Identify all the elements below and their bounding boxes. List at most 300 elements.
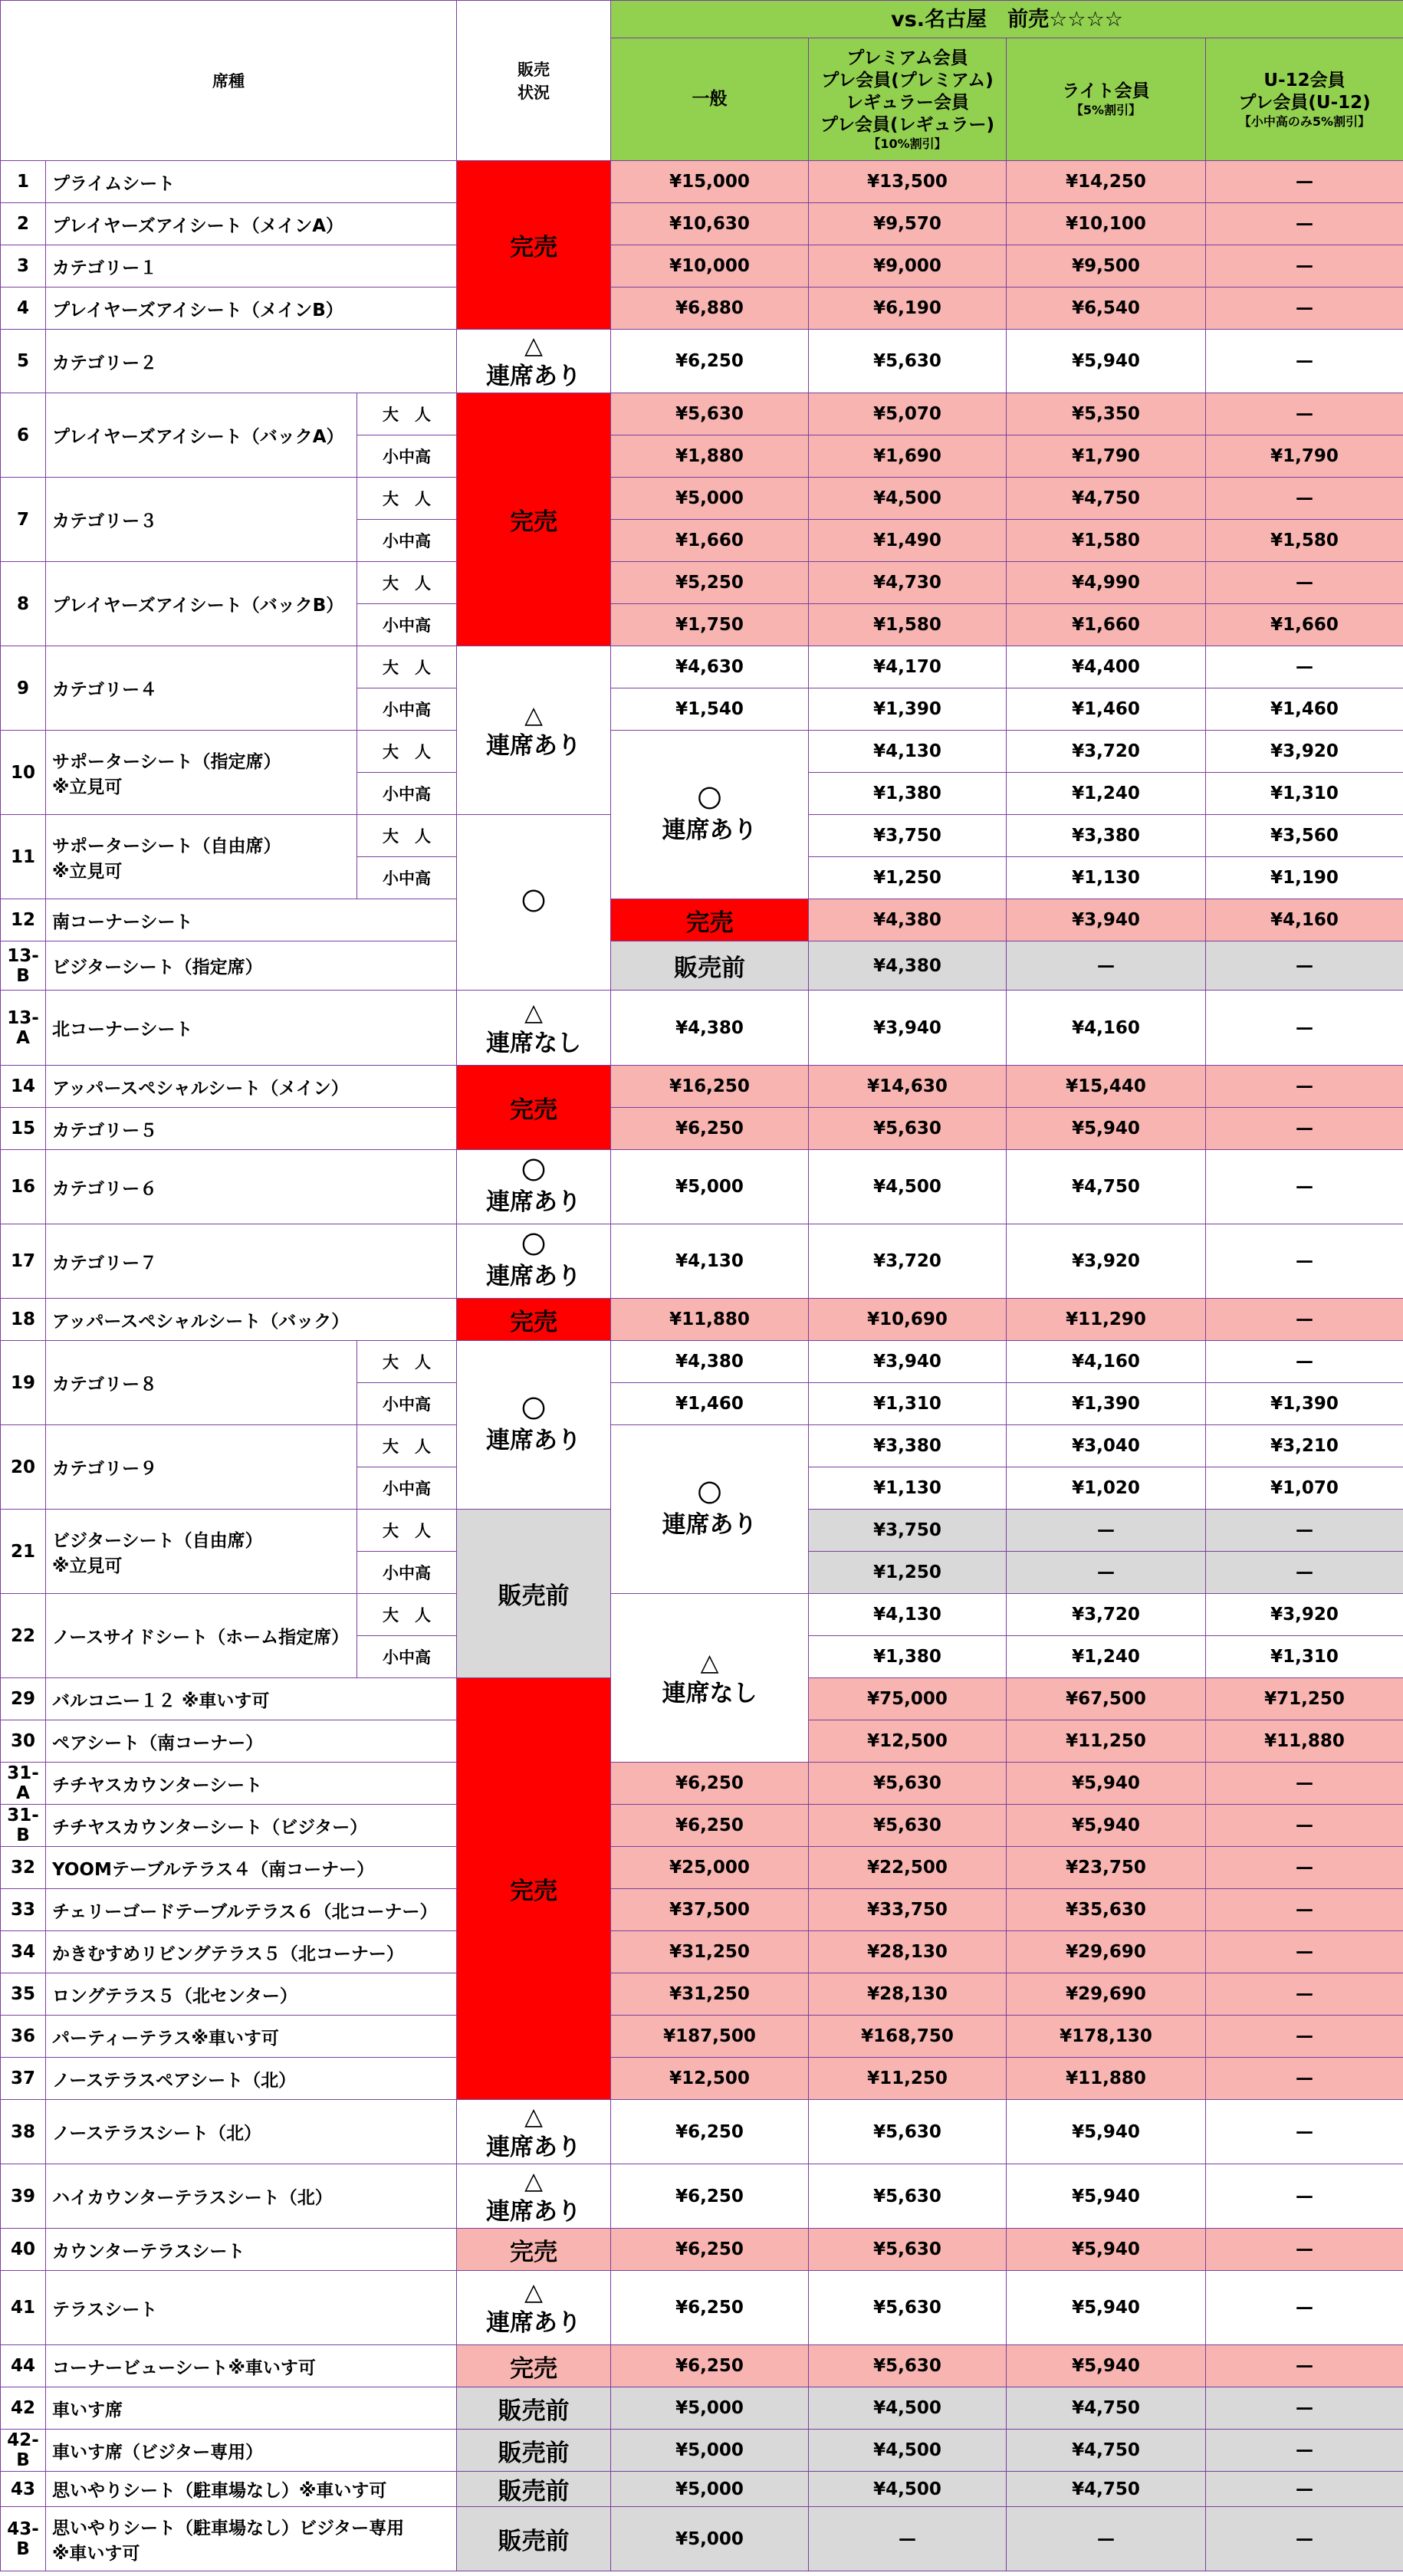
seat-name-text: カテゴリー２ — [52, 353, 158, 373]
price-cell: ¥14,250 — [1007, 161, 1206, 203]
price-cell: ¥4,730 — [809, 562, 1007, 604]
seat-note: ※車いす可 — [52, 2543, 140, 2564]
adult-label: 大 人 — [357, 815, 457, 857]
price-cell: ¥71,250 — [1206, 1678, 1403, 1720]
table-row — [1, 1108, 1403, 1150]
price-cell: ¥29,690 — [1007, 1973, 1206, 2016]
price-cell: ¥1,540 — [611, 688, 809, 731]
row-number: 30 — [1, 1720, 46, 1763]
table-row — [1, 941, 1403, 991]
price-cell: ¥5,940 — [1007, 2164, 1206, 2229]
price-cell: — — [1206, 2058, 1403, 2100]
price-cell: ¥5,940 — [1007, 2345, 1206, 2387]
price-cell: ¥4,500 — [809, 1150, 1007, 1224]
sale-status: 完売 — [457, 2229, 611, 2271]
seat-name — [46, 1594, 357, 1678]
price-cell: ¥5,940 — [1007, 2100, 1206, 2164]
table-row — [1, 203, 1403, 245]
seat-name — [46, 2345, 457, 2387]
table-row — [1, 2507, 1403, 2571]
price-cell: — — [809, 2507, 1007, 2571]
price-cell: ¥31,250 — [611, 1973, 809, 2016]
price-cell: ¥1,310 — [809, 1383, 1007, 1425]
price-cell: ¥1,460 — [611, 1383, 809, 1425]
row-number: 2 — [1, 203, 46, 245]
sale-status: 〇 連席あり — [457, 1224, 611, 1299]
price-cell: ¥10,690 — [809, 1299, 1007, 1341]
seat-name — [46, 991, 457, 1066]
row-number: 16 — [1, 1150, 46, 1224]
price-cell: ¥5,250 — [611, 562, 809, 604]
price-cell: ¥10,630 — [611, 203, 809, 245]
row-number: 8 — [1, 562, 46, 646]
price-cell: ¥1,130 — [1007, 857, 1206, 899]
price-cell: ¥13,500 — [809, 161, 1007, 203]
seat-name-text: カテゴリー３ — [52, 511, 158, 531]
price-cell: ¥5,000 — [611, 2472, 809, 2507]
row-number: 21 — [1, 1510, 46, 1594]
seat-name — [46, 1224, 457, 1299]
price-cell: ¥1,660 — [611, 520, 809, 562]
seat-name — [46, 161, 457, 203]
sale-status: 完売 — [457, 2345, 611, 2387]
price-cell: ¥1,240 — [1007, 1636, 1206, 1678]
adult-label: 大 人 — [357, 478, 457, 520]
sale-status: 販売前 — [457, 2387, 611, 2430]
table-row — [1, 1299, 1403, 1341]
price-cell: ¥5,940 — [1007, 2271, 1206, 2345]
price-cell: — — [1206, 288, 1403, 330]
seat-name-text: 北コーナーシート — [52, 1020, 193, 1040]
sale-status: 販売前 — [457, 2507, 611, 2571]
price-cell: ¥1,380 — [809, 1636, 1007, 1678]
price-cell: ¥5,630 — [809, 2100, 1007, 2164]
seat-name-text: 車いす席（ビジター専用） — [52, 2442, 264, 2463]
seat-note: ※立見可 — [52, 861, 123, 882]
price-cell: ¥5,630 — [809, 330, 1007, 393]
price-cell: ¥6,250 — [611, 1763, 809, 1805]
adult-label: 大 人 — [357, 1341, 457, 1383]
price-cell: ¥3,380 — [809, 1425, 1007, 1467]
price-cell: ¥187,500 — [611, 2016, 809, 2058]
seat-name — [46, 478, 357, 562]
price-cell: ¥25,000 — [611, 1847, 809, 1889]
child-label: 小中高 — [357, 435, 457, 478]
price-cell: ¥6,250 — [611, 2100, 809, 2164]
row-number: 3 — [1, 245, 46, 288]
price-cell: ¥11,880 — [1007, 2058, 1206, 2100]
table-row — [1, 2271, 1403, 2345]
sale-status: △ 連席なし — [457, 991, 611, 1066]
adult-label: 大 人 — [357, 393, 457, 435]
sale-status: 完売 — [457, 1066, 611, 1150]
price-cell: ¥1,380 — [809, 773, 1007, 815]
table-row — [1, 1931, 1403, 1973]
seat-name — [46, 203, 457, 245]
child-label: 小中高 — [357, 1636, 457, 1678]
price-cell: — — [1206, 2387, 1403, 2430]
row-number: 31-B — [1, 1805, 46, 1847]
seat-name-text: 思いやりシート（駐車場なし）※車いす可 — [52, 2481, 387, 2501]
price-cell: — — [1206, 1299, 1403, 1341]
table-row — [1, 1805, 1403, 1847]
row-number: 11 — [1, 815, 46, 899]
row-number: 10 — [1, 731, 46, 815]
seat-name-text: カテゴリー４ — [52, 680, 158, 700]
price-cell: ¥35,630 — [1007, 1889, 1206, 1931]
row-number: 40 — [1, 2229, 46, 2271]
table-row — [1, 1594, 1403, 1636]
seat-name — [46, 1973, 457, 2016]
sale-status: 販売前 — [457, 2430, 611, 2472]
price-cell: ¥3,720 — [1007, 1594, 1206, 1636]
seat-name — [46, 2472, 457, 2507]
table-row — [1, 2100, 1403, 2164]
price-cell: ¥10,100 — [1007, 203, 1206, 245]
sale-status: △ 連席あり — [457, 2164, 611, 2229]
seat-name — [46, 1341, 357, 1425]
price-cell: — — [1206, 2430, 1403, 2472]
price-cell: ¥1,250 — [809, 1552, 1007, 1594]
child-label: 小中高 — [357, 773, 457, 815]
price-cell: — — [1007, 1510, 1206, 1552]
price-cell: — — [1206, 1108, 1403, 1150]
price-cell: ¥4,750 — [1007, 478, 1206, 520]
price-cell: ¥3,560 — [1206, 815, 1403, 857]
table-row — [1, 245, 1403, 288]
price-cell: ¥23,750 — [1007, 1847, 1206, 1889]
price-cell: ¥4,750 — [1007, 2430, 1206, 2472]
table-row — [1, 2345, 1403, 2387]
seat-name — [46, 1931, 457, 1973]
table-row — [1, 991, 1403, 1066]
table-row — [1, 161, 1403, 203]
seat-name — [46, 731, 357, 815]
seat-name-text: カテゴリー８ — [52, 1375, 158, 1395]
seat-note: ※立見可 — [52, 1556, 123, 1576]
price-cell: ¥15,440 — [1007, 1066, 1206, 1108]
sale-status-header: 販売 状況 — [457, 1, 611, 161]
price-cell: ¥5,000 — [611, 2387, 809, 2430]
price-cell: ¥37,500 — [611, 1889, 809, 1931]
seat-name-text: ノーステラスシート（北） — [52, 2124, 262, 2144]
seat-name-text: チチヤスカウンターシート（ビジター） — [52, 1817, 368, 1838]
seat-name-text: アッパースペシャルシート（バック） — [52, 1311, 350, 1332]
row-number: 41 — [1, 2271, 46, 2345]
seat-name-text: ペアシート（南コーナー） — [52, 1733, 264, 1753]
seat-name-text: プレイヤーズアイシート（バックA） — [52, 427, 344, 447]
price-cell: ¥3,380 — [1007, 815, 1206, 857]
table-row — [1, 899, 1403, 941]
price-cell: ¥5,630 — [809, 2345, 1007, 2387]
table-row — [1, 562, 1403, 604]
table-row — [1, 2016, 1403, 2058]
price-cell: ¥1,790 — [1007, 435, 1206, 478]
price-cell: — — [1206, 1931, 1403, 1973]
price-cell: ¥3,920 — [1206, 1594, 1403, 1636]
price-cell: ¥5,630 — [809, 2164, 1007, 2229]
table-row — [1, 731, 1403, 773]
price-cell: ¥1,070 — [1206, 1467, 1403, 1510]
price-cell: ¥5,940 — [1007, 1108, 1206, 1150]
price-cell: ¥11,290 — [1007, 1299, 1206, 1341]
table-row — [1, 393, 1403, 435]
sale-status: △ 連席あり — [457, 2100, 611, 2164]
price-cell: ¥3,720 — [1007, 731, 1206, 773]
table-row — [1, 1889, 1403, 1931]
sale-status: △ 連席なし — [611, 1594, 809, 1763]
price-cell: ¥5,630 — [809, 2229, 1007, 2271]
row-number: 20 — [1, 1425, 46, 1510]
seat-note: ※立見可 — [52, 777, 123, 797]
seat-name — [46, 393, 357, 478]
price-cell: ¥4,750 — [1007, 1150, 1206, 1224]
price-cell: — — [1206, 1847, 1403, 1889]
price-cell: — — [1206, 646, 1403, 688]
row-number: 36 — [1, 2016, 46, 2058]
table-row — [1, 2472, 1403, 2507]
seat-name-text: チチヤスカウンターシート — [52, 1775, 263, 1796]
row-number: 7 — [1, 478, 46, 562]
price-cell: ¥6,190 — [809, 288, 1007, 330]
seat-name-text: カテゴリー７ — [52, 1253, 158, 1273]
price-cell: ¥1,250 — [809, 857, 1007, 899]
price-cell: ¥4,750 — [1007, 2472, 1206, 2507]
seat-name-text: プレイヤーズアイシート（バックB） — [52, 596, 344, 616]
price-cell: ¥16,250 — [611, 1066, 809, 1108]
seat-name — [46, 646, 357, 731]
table-row — [1, 2164, 1403, 2229]
price-cell: — — [1206, 2507, 1403, 2571]
row-number: 35 — [1, 1973, 46, 2016]
seat-name-text: コーナービューシート※車いす可 — [52, 2358, 316, 2378]
table-row — [1, 646, 1403, 688]
price-cell: ¥9,000 — [809, 245, 1007, 288]
col-lite: ライト会員 【5%割引】 — [1007, 38, 1206, 161]
adult-label: 大 人 — [357, 1594, 457, 1636]
seat-name — [46, 1510, 357, 1594]
price-cell: ¥3,920 — [1206, 731, 1403, 773]
seat-name — [46, 2507, 457, 2571]
adult-label: 大 人 — [357, 646, 457, 688]
sale-status: △ 連席あり — [457, 646, 611, 815]
seat-name — [46, 815, 357, 899]
price-cell: — — [1007, 1552, 1206, 1594]
table-row — [1, 1973, 1403, 2016]
price-cell: — — [1206, 203, 1403, 245]
seat-name-text: ノースサイドシート（ホーム指定席） — [52, 1628, 350, 1648]
price-cell: ¥31,250 — [611, 1931, 809, 1973]
seat-name — [46, 2016, 457, 2058]
row-number: 44 — [1, 2345, 46, 2387]
price-cell: ¥4,500 — [809, 2472, 1007, 2507]
seat-name — [46, 2430, 457, 2472]
seat-name-text: カテゴリー１ — [52, 258, 158, 278]
price-cell: — — [1206, 161, 1403, 203]
price-cell: — — [1206, 941, 1403, 991]
table-row — [1, 2387, 1403, 2430]
seat-name-text: プライムシート — [52, 173, 176, 194]
price-cell: ¥5,630 — [809, 2271, 1007, 2345]
price-cell: — — [1206, 1763, 1403, 1805]
sale-status: 完売 — [611, 899, 809, 941]
seat-name-text: サポーターシート（指定席） — [52, 751, 281, 772]
price-cell: ¥4,500 — [809, 2387, 1007, 2430]
price-cell: — — [1007, 2507, 1206, 2571]
price-cell: ¥1,460 — [1206, 688, 1403, 731]
price-cell: ¥6,250 — [611, 2345, 809, 2387]
table-row — [1, 330, 1403, 393]
seat-name-text: プレイヤーズアイシート（メインB） — [52, 300, 343, 320]
price-cell: — — [1206, 1805, 1403, 1847]
price-cell: ¥5,630 — [809, 1108, 1007, 1150]
price-cell: ¥4,130 — [809, 1594, 1007, 1636]
price-cell: ¥28,130 — [809, 1931, 1007, 1973]
price-cell: ¥1,790 — [1206, 435, 1403, 478]
price-cell: ¥3,720 — [809, 1224, 1007, 1299]
seat-name-text: チェリーゴードテーブルテラス６（北コーナー） — [52, 1901, 438, 1922]
row-number: 13-A — [1, 991, 46, 1066]
table-row — [1, 2058, 1403, 2100]
seat-name — [46, 1805, 457, 1847]
price-cell: ¥6,250 — [611, 1805, 809, 1847]
price-cell: ¥5,000 — [611, 1150, 809, 1224]
price-cell: ¥5,070 — [809, 393, 1007, 435]
seat-name-text: ハイカウンターテラスシート（北） — [52, 2188, 333, 2208]
price-cell: — — [1206, 2345, 1403, 2387]
row-number: 4 — [1, 288, 46, 330]
price-cell: ¥1,750 — [611, 604, 809, 646]
price-cell: ¥3,210 — [1206, 1425, 1403, 1467]
price-cell: — — [1206, 2271, 1403, 2345]
price-cell: — — [1206, 1889, 1403, 1931]
price-cell: ¥3,040 — [1007, 1425, 1206, 1467]
seat-name — [46, 1720, 457, 1763]
price-cell: ¥67,500 — [1007, 1678, 1206, 1720]
row-number: 6 — [1, 393, 46, 478]
price-cell: ¥1,580 — [1206, 520, 1403, 562]
price-cell: ¥3,750 — [809, 1510, 1007, 1552]
price-cell: ¥1,130 — [809, 1467, 1007, 1510]
seat-name — [46, 562, 357, 646]
price-cell: ¥3,940 — [809, 991, 1007, 1066]
seat-name-text: ロングテラス５（北センター） — [52, 1986, 297, 2006]
price-cell: ¥6,250 — [611, 2271, 809, 2345]
price-cell: ¥1,390 — [809, 688, 1007, 731]
price-cell: ¥6,540 — [1007, 288, 1206, 330]
seat-name-text: サポーターシート（自由席） — [52, 836, 281, 856]
price-cell: ¥75,000 — [809, 1678, 1007, 1720]
price-cell: ¥4,380 — [809, 899, 1007, 941]
price-cell: ¥5,000 — [611, 478, 809, 520]
price-cell: ¥5,940 — [1007, 330, 1206, 393]
price-cell: ¥178,130 — [1007, 2016, 1206, 2058]
price-cell: ¥29,690 — [1007, 1931, 1206, 1973]
price-cell: ¥3,920 — [1007, 1224, 1206, 1299]
price-cell: ¥5,630 — [809, 1763, 1007, 1805]
price-cell: — — [1206, 2229, 1403, 2271]
price-cell: — — [1206, 1150, 1403, 1224]
child-label: 小中高 — [357, 1552, 457, 1594]
price-cell: ¥1,020 — [1007, 1467, 1206, 1510]
sale-status: 〇 連席あり — [457, 1341, 611, 1510]
price-cell: — — [1206, 1066, 1403, 1108]
seat-name-text: カテゴリー６ — [52, 1178, 158, 1199]
price-cell: — — [1206, 991, 1403, 1066]
row-number: 39 — [1, 2164, 46, 2229]
price-cell: ¥5,940 — [1007, 2229, 1206, 2271]
seat-name — [46, 1678, 457, 1720]
row-number: 32 — [1, 1847, 46, 1889]
adult-label: 大 人 — [357, 562, 457, 604]
table-row — [1, 1066, 1403, 1108]
seat-name — [46, 1763, 457, 1805]
row-number: 5 — [1, 330, 46, 393]
price-cell: ¥4,990 — [1007, 562, 1206, 604]
row-number: 38 — [1, 2100, 46, 2164]
price-cell: ¥4,170 — [809, 646, 1007, 688]
table-row — [1, 1847, 1403, 1889]
seat-name-text: 南コーナーシート — [52, 912, 193, 932]
sale-status: 販売前 — [457, 2472, 611, 2507]
seat-name — [46, 1150, 457, 1224]
child-label: 小中高 — [357, 1467, 457, 1510]
table-row — [1, 1425, 1403, 1467]
seat-name — [46, 941, 457, 991]
price-cell: ¥11,250 — [1007, 1720, 1206, 1763]
seat-name-text: カウンターテラスシート — [52, 2241, 245, 2262]
price-cell: ¥6,250 — [611, 2164, 809, 2229]
seat-name-text: バルコニー１２ ※車いす可 — [52, 1691, 270, 1711]
row-number: 14 — [1, 1066, 46, 1108]
price-cell: ¥1,310 — [1206, 773, 1403, 815]
seat-name-text: ビジターシート（自由席） — [52, 1530, 263, 1551]
price-cell: ¥4,130 — [611, 1224, 809, 1299]
table-row — [1, 288, 1403, 330]
price-cell: ¥5,630 — [611, 393, 809, 435]
col-premium: プレミアム会員 プレ会員(プレミアム) レギュラー会員 プレ会員(レギュラー) 【10%割引】 — [809, 38, 1007, 161]
price-cell: — — [1206, 2164, 1403, 2229]
seat-name — [46, 245, 457, 288]
price-cell: ¥1,580 — [809, 604, 1007, 646]
price-cell: ¥1,880 — [611, 435, 809, 478]
row-number: 43 — [1, 2472, 46, 2507]
price-cell: ¥1,190 — [1206, 857, 1403, 899]
seat-name-text: かきむすめリビングテラス５（北コーナー） — [52, 1944, 404, 1964]
price-cell: ¥22,500 — [809, 1847, 1007, 1889]
price-cell: ¥168,750 — [809, 2016, 1007, 2058]
sale-status: 〇 連席あり — [457, 1150, 611, 1224]
price-cell: ¥4,380 — [611, 991, 809, 1066]
row-number: 42 — [1, 2387, 46, 2430]
seat-name — [46, 330, 457, 393]
price-cell: ¥1,580 — [1007, 520, 1206, 562]
price-cell: ¥1,490 — [809, 520, 1007, 562]
adult-label: 大 人 — [357, 731, 457, 773]
child-label: 小中高 — [357, 1383, 457, 1425]
seat-name — [46, 2229, 457, 2271]
price-cell: ¥6,250 — [611, 1108, 809, 1150]
row-number: 12 — [1, 899, 46, 941]
price-cell: — — [1206, 393, 1403, 435]
seat-name — [46, 1108, 457, 1150]
col-u12: U-12会員 プレ会員(U-12) 【小中高のみ5%割引】 — [1206, 38, 1403, 161]
sale-status: △ 連席あり — [457, 330, 611, 393]
price-cell: — — [1206, 1341, 1403, 1383]
seat-name — [46, 2164, 457, 2229]
row-number: 13-B — [1, 941, 46, 991]
price-cell: ¥10,000 — [611, 245, 809, 288]
